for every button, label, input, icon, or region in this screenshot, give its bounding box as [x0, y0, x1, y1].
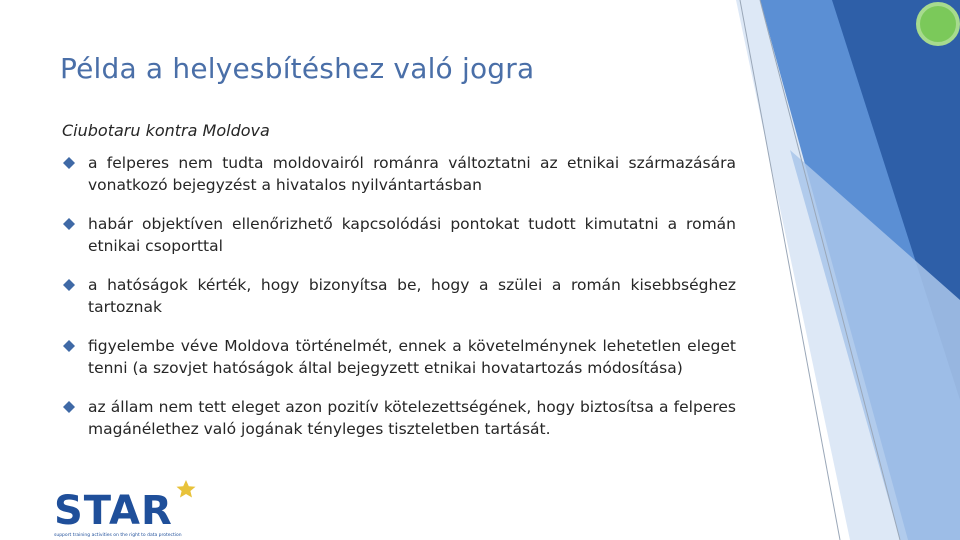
diamond-bullet-icon — [62, 400, 76, 414]
bullet-text: a hatóságok kérték, hogy bizonyítsa be, hogy a szülei a román kisebbséghez tartoznak — [88, 276, 736, 316]
diamond-bullet-icon — [62, 217, 76, 231]
bullet-item — [62, 274, 736, 318]
bullet-item — [62, 396, 736, 440]
bullet-text: a felperes nem tudta moldovairól románra változtatni az etnikai származására vonatkozó bejegyzést a hivatalos nyilvántartásban — [88, 154, 736, 194]
bullet-item — [62, 335, 736, 379]
bullet-text: habár objektíven ellenőrizhető kapcsolódási pontokat tudott kimutatni a román etnikai csoporttal — [88, 215, 736, 255]
diamond-bullet-icon — [62, 339, 76, 353]
bullet-item — [62, 152, 736, 196]
diamond-bullet-icon — [62, 156, 76, 170]
green-circle-icon — [918, 4, 958, 44]
bullet-item — [62, 213, 736, 257]
logo-wordmark: STAR — [54, 488, 173, 534]
bullet-list — [62, 152, 736, 457]
star-icon — [177, 480, 196, 498]
star-project-logo — [52, 478, 202, 540]
diamond-bullet-icon — [62, 278, 76, 292]
bullet-text: az állam nem tett eleget azon pozitív kötelezettségének, hogy biztosítsa a felperes magánélethez való jogának tényleges tiszteletben tartását. — [88, 398, 736, 438]
case-subtitle: Ciubotaru kontra Moldova — [62, 121, 270, 140]
slide-title: Példa a helyesbítéshez való jogra — [60, 52, 535, 85]
logo-tagline: support training activities on the right to data protection — [54, 533, 182, 538]
bullet-text: figyelembe véve Moldova történelmét, ennek a követelménynek lehetetlen eleget tenni (a szovjet hatóságok által bejegyzett etnikai hovatartozás módosítása) — [88, 337, 736, 377]
